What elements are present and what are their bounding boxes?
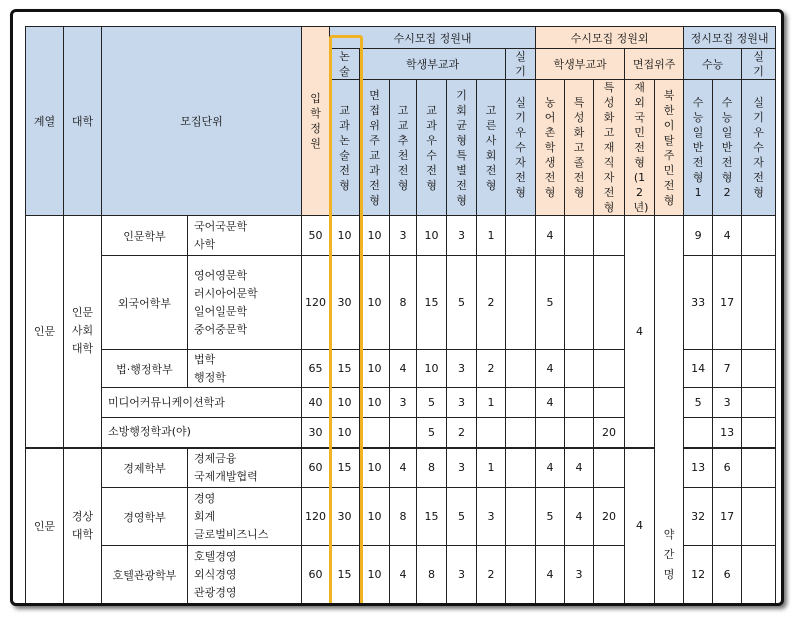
sub-haksaeng2: 학생부교과 xyxy=(536,49,625,80)
cell-value: 10 xyxy=(360,216,390,256)
cell-value xyxy=(594,256,625,350)
major-name: 중어중문학 xyxy=(194,322,248,336)
cell-value: 4 xyxy=(390,448,417,488)
cell-value xyxy=(742,256,776,350)
col-header: 고교추천전형 xyxy=(390,80,417,216)
cell-dept: 경영학부 xyxy=(102,488,188,546)
bukhan-value: 약간명 xyxy=(663,528,675,581)
cell-value: 15 xyxy=(330,448,360,488)
cell-value: 3 xyxy=(390,216,417,256)
major-name: 호텔경영 xyxy=(194,549,237,563)
cell-value: 3 xyxy=(447,546,477,604)
cell-value: 4 xyxy=(536,388,565,418)
major-name: 일어일문학 xyxy=(194,304,248,318)
cell-value: 15 xyxy=(417,488,447,546)
cell-value xyxy=(565,418,594,448)
cell-value xyxy=(565,216,594,256)
cell-value: 20 xyxy=(594,488,625,546)
col-header: 기회균형특별전형 xyxy=(447,80,477,216)
cell-empty xyxy=(417,604,447,607)
cell-value: 10 xyxy=(417,350,447,388)
cell-empty xyxy=(742,604,776,607)
major-name: 경제금융 xyxy=(194,451,237,465)
cell-value: 30 xyxy=(330,488,360,546)
cell-value: 3 xyxy=(390,388,417,418)
cell-value: 10 xyxy=(360,388,390,418)
group-jeongsi: 정시모집 정원내 xyxy=(684,27,776,49)
cell-value: 4 xyxy=(565,488,594,546)
cell-value xyxy=(684,418,713,448)
cell-value: 9 xyxy=(684,216,713,256)
header-gyeyeol: 계열 xyxy=(26,27,64,216)
cell-value xyxy=(506,388,536,418)
cell-empty xyxy=(477,604,506,607)
major-name: 영어영문학 xyxy=(194,268,248,282)
cell-value xyxy=(506,216,536,256)
sub-haksaeng1: 학생부교과 xyxy=(360,49,506,80)
cell-value: 15 xyxy=(330,350,360,388)
cell-empty xyxy=(330,604,360,607)
cell-value: 4 xyxy=(536,216,565,256)
cell-jaeoe: 4 xyxy=(625,448,655,604)
cell-value: 5 xyxy=(536,256,565,350)
cell-value: 5 xyxy=(417,418,447,448)
cell-value xyxy=(742,418,776,448)
cell-value: 7 xyxy=(713,350,742,388)
cell-empty xyxy=(594,604,625,607)
cell-gyeyeol: 인문 xyxy=(26,448,64,604)
cell-value: 13 xyxy=(713,418,742,448)
cell-value xyxy=(594,546,625,604)
cell-value: 1 xyxy=(477,216,506,256)
major-name: 러시아어문학 xyxy=(194,286,258,300)
col-header: 면접위주교과전형 xyxy=(360,80,390,216)
cell-value: 17 xyxy=(713,256,742,350)
cell-value: 5 xyxy=(447,256,477,350)
cell-bukhan xyxy=(655,216,684,604)
cell-value: 4 xyxy=(390,546,417,604)
cell-value: 10 xyxy=(360,350,390,388)
cell-value: 10 xyxy=(330,388,360,418)
cell-value xyxy=(594,388,625,418)
cell-value: 10 xyxy=(330,216,360,256)
cell-empty xyxy=(565,604,594,607)
cell-quota: 50 xyxy=(302,216,330,256)
sub-silgi1: 실기 xyxy=(506,49,536,80)
cell-value: 10 xyxy=(417,216,447,256)
cell-value: 4 xyxy=(536,448,565,488)
col-header: 특성화고졸전형 xyxy=(565,80,594,216)
cell-value: 14 xyxy=(684,350,713,388)
cell-value xyxy=(506,488,536,546)
college-name: 인문사회대학 xyxy=(71,306,94,356)
cell-dept: 경제학부 xyxy=(102,448,188,488)
cell-empty xyxy=(536,604,565,607)
cell-quota: 65 xyxy=(302,350,330,388)
cell-dept: 소방행정학과(야) xyxy=(102,418,302,448)
cell-value: 10 xyxy=(360,488,390,546)
cell-value: 3 xyxy=(477,488,506,546)
cell-value xyxy=(536,418,565,448)
cell-value: 2 xyxy=(477,546,506,604)
cell-quota: 60 xyxy=(302,448,330,488)
col-header: 농어촌학생전형 xyxy=(536,80,565,216)
col-header: 실기우수자전형 xyxy=(742,80,776,216)
cell-value: 3 xyxy=(713,388,742,418)
cell-value xyxy=(742,350,776,388)
cell-value: 20 xyxy=(594,418,625,448)
cell-value: 10 xyxy=(360,448,390,488)
cell-dept: 인문학부 xyxy=(102,216,188,256)
cell-dept: 미디어커뮤니케이션학과 xyxy=(102,388,302,418)
col-header: 수능일반전형2 xyxy=(713,80,742,216)
col-header: 특성화고재직자전형 xyxy=(594,80,625,216)
cell-value: 5 xyxy=(684,388,713,418)
table-row-partial xyxy=(26,604,776,607)
table-row xyxy=(26,216,776,256)
cell-value: 6 xyxy=(713,448,742,488)
col-header: 재외국민전형(12년) xyxy=(625,80,655,216)
col-header: 북한이탈주민전형 xyxy=(655,80,684,216)
cell-value xyxy=(506,448,536,488)
cell-value: 2 xyxy=(447,418,477,448)
cell-value: 17 xyxy=(713,488,742,546)
cell-empty xyxy=(625,604,655,607)
cell-value: 1 xyxy=(477,448,506,488)
cell-empty xyxy=(506,604,536,607)
header-daehak: 대학 xyxy=(64,27,102,216)
table-frame xyxy=(10,9,784,606)
cell-majors xyxy=(188,350,302,388)
cell-value xyxy=(594,350,625,388)
col-header: 수능일반전형1 xyxy=(684,80,713,216)
cell-value xyxy=(506,418,536,448)
cell-value: 2 xyxy=(477,350,506,388)
major-name: 글로벌비즈니스 xyxy=(194,527,269,541)
cell-value xyxy=(742,388,776,418)
cell-value xyxy=(360,418,390,448)
cell-empty xyxy=(390,604,417,607)
col-header: 교과우수전형 xyxy=(417,80,447,216)
group-susi-in: 수시모집 정원내 xyxy=(330,27,536,49)
cell-majors xyxy=(188,448,302,488)
cell-majors xyxy=(188,256,302,350)
cell-value: 4 xyxy=(390,350,417,388)
major-name: 회계 xyxy=(194,509,216,523)
cell-value: 13 xyxy=(684,448,713,488)
cell-value xyxy=(506,546,536,604)
group-susi-out: 수시모집 정원외 xyxy=(536,27,684,49)
cell-quota: 120 xyxy=(302,488,330,546)
cell-value: 6 xyxy=(713,546,742,604)
cell-dept: 호텔관광학부 xyxy=(102,546,188,604)
cell-value: 3 xyxy=(565,546,594,604)
cell-quota: 30 xyxy=(302,418,330,448)
cell-empty xyxy=(655,604,684,607)
cell-empty xyxy=(713,604,742,607)
cell-value: 4 xyxy=(565,448,594,488)
cell-value: 1 xyxy=(477,388,506,418)
cell-value xyxy=(565,388,594,418)
cell-majors xyxy=(188,546,302,604)
admission-quota-table xyxy=(25,26,776,606)
cell-value: 30 xyxy=(330,256,360,350)
major-name: 경영 xyxy=(194,491,216,505)
sub-silgi2: 실기 xyxy=(742,49,776,80)
cell-value: 8 xyxy=(417,448,447,488)
cell-jaeoe: 4 xyxy=(625,216,655,448)
header-mojip: 모집단위 xyxy=(102,27,302,216)
cell-value: 10 xyxy=(360,546,390,604)
cell-quota: 60 xyxy=(302,546,330,604)
cell-value: 3 xyxy=(447,350,477,388)
major-name: 국어국문학 xyxy=(194,219,248,233)
cell-value: 15 xyxy=(417,256,447,350)
cell-value xyxy=(742,448,776,488)
cell-value: 3 xyxy=(447,388,477,418)
major-name: 국제개발협력 xyxy=(194,469,258,483)
college-name: 경상대학 xyxy=(71,509,94,541)
cell-empty xyxy=(684,604,713,607)
cell-empty xyxy=(302,604,330,607)
cell-majors xyxy=(188,216,302,256)
col-header: 교과논술전형 xyxy=(330,80,360,216)
cell-value: 8 xyxy=(390,256,417,350)
cell-value xyxy=(565,256,594,350)
cell-empty xyxy=(188,604,302,607)
major-name: 외식경영 xyxy=(194,567,237,581)
cell-value: 8 xyxy=(390,488,417,546)
cell-value: 10 xyxy=(330,418,360,448)
cell-value: 5 xyxy=(417,388,447,418)
cell-value: 12 xyxy=(684,546,713,604)
table-body xyxy=(26,216,776,607)
cell-majors xyxy=(188,488,302,546)
cell-value: 3 xyxy=(447,448,477,488)
cell-value: 8 xyxy=(417,546,447,604)
cell-value: 4 xyxy=(536,350,565,388)
cell-value: 15 xyxy=(330,546,360,604)
major-name: 법학 xyxy=(194,352,216,366)
cell-value xyxy=(477,418,506,448)
cell-value: 4 xyxy=(536,546,565,604)
cell-gyeyeol: 인문 xyxy=(26,216,64,448)
cell-value xyxy=(506,350,536,388)
major-name: 행정학 xyxy=(194,370,226,384)
cell-dept: 법·행정학부 xyxy=(102,350,188,388)
cell-value: 4 xyxy=(713,216,742,256)
cell-value xyxy=(565,350,594,388)
cell-value: 33 xyxy=(684,256,713,350)
cell-value: 32 xyxy=(684,488,713,546)
cell-empty xyxy=(26,604,64,607)
cell-value: 5 xyxy=(536,488,565,546)
cell-empty xyxy=(360,604,390,607)
col-header: 고른사회전형 xyxy=(477,80,506,216)
major-name: 사학 xyxy=(194,237,216,251)
header-iphak: 입학정원 xyxy=(302,27,330,216)
sub-nonsul: 논술 xyxy=(330,49,360,80)
cell-college xyxy=(64,448,102,604)
major-name: 관광경영 xyxy=(194,585,237,599)
sub-suneung: 수능 xyxy=(684,49,742,80)
cell-value xyxy=(742,546,776,604)
cell-empty xyxy=(447,604,477,607)
cell-value: 2 xyxy=(477,256,506,350)
cell-college xyxy=(64,216,102,448)
cell-value xyxy=(506,256,536,350)
cell-value: 3 xyxy=(447,216,477,256)
cell-dept: 외국어학부 xyxy=(102,256,188,350)
cell-value: 10 xyxy=(360,256,390,350)
cell-empty xyxy=(64,604,102,607)
cell-value xyxy=(742,488,776,546)
col-header: 실기우수자전형 xyxy=(506,80,536,216)
cell-value: 5 xyxy=(447,488,477,546)
cell-value xyxy=(594,216,625,256)
cell-value xyxy=(594,448,625,488)
sub-myeonjeop: 면접위주 xyxy=(625,49,684,80)
cell-empty xyxy=(102,604,188,607)
cell-value xyxy=(742,216,776,256)
cell-value xyxy=(390,418,417,448)
cell-quota: 120 xyxy=(302,256,330,350)
cell-quota: 40 xyxy=(302,388,330,418)
